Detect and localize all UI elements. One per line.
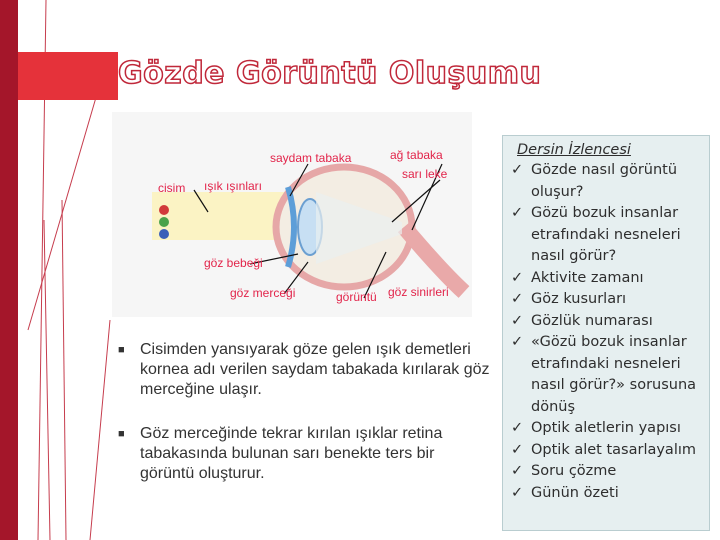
syllabus-panel [502,135,710,531]
syllabus-item-text: Optik alet tasarlayalım [531,441,697,458]
checkmark-icon: ✓ [511,463,524,479]
syllabus-item [509,332,703,418]
title-banner [18,52,118,100]
explanation-item [118,424,490,484]
object-blue-dot [159,229,169,239]
explanation-text: Göz merceğinde tekrar kırılan ışıklar retina tabakasında bulunan sarı benekte ters bir görüntü oluşturur. [140,425,443,482]
syllabus-item-text: Soru çözme [531,463,617,479]
square-bullet-icon: ■ [118,344,125,356]
syllabus-item-text: Günün özeti [531,484,619,501]
syllabus-item [509,418,703,440]
label-optic-nerve: göz sinirleri [388,285,449,299]
syllabus-item [509,483,703,505]
object-red-dot [159,205,169,215]
syllabus-item-text: Aktivite zamanı [531,269,644,286]
checkmark-icon: ✓ [511,484,524,501]
syllabus-item-text: Göz kusurları [531,291,627,307]
checkmark-icon: ✓ [511,162,524,178]
explanation-item [118,340,490,400]
checkmark-icon: ✓ [511,334,524,350]
syllabus-item [509,440,703,462]
checkmark-icon: ✓ [511,291,524,307]
label-retina: ağ tabaka [390,148,443,162]
label-light-rays: ışık ışınları [204,179,263,193]
syllabus-item [509,203,703,268]
explanation-text: Cisimden yansıyarak göze gelen ışık demetleri kornea adı verilen saydam tabakada kırılarak göz merceğine ulaşır. [140,341,490,398]
checkmark-icon: ✓ [511,269,524,286]
syllabus-item [509,461,703,483]
label-yellow-spot: sarı leke [402,167,448,181]
eye-diagram [112,112,472,317]
checkmark-icon: ✓ [511,205,524,221]
label-cornea: saydam tabaka [270,151,352,165]
checkmark-icon: ✓ [511,441,524,458]
label-pupil: göz bebeği [204,256,263,270]
label-object: cisim [158,181,186,195]
optic-nerve [404,227,464,292]
slide-title: Gözde Görüntü Oluşumu [118,56,542,91]
checkmark-icon: ✓ [511,420,524,436]
label-lens: göz merceği [230,286,296,300]
left-accent-bar [0,0,18,540]
syllabus-item-text: Optik aletlerin yapısı [531,420,681,436]
syllabus-item [509,268,703,290]
syllabus-title: Dersin İzlencesi [517,142,631,158]
syllabus-item-text: «Gözü bozuk insanlar etrafındaki nesneleri nasıl görür?» sorusuna dönüş [531,334,697,415]
syllabus-item-text: Gözü bozuk insanlar etrafındaki nesneleri nasıl görür? [531,205,681,264]
syllabus-item-text: Gözde nasıl görüntü oluşur? [531,162,678,200]
checkmark-icon: ✓ [511,312,524,329]
square-bullet-icon: ■ [118,428,125,440]
syllabus-item [509,311,703,333]
syllabus-item-text: Gözlük numarası [531,312,653,329]
syllabus-item [509,160,703,203]
explanation-list [118,340,490,508]
label-image: görüntü [336,290,377,304]
syllabus-item [509,289,703,311]
object-green-dot [159,217,169,227]
eye-diagram-svg [112,112,472,317]
